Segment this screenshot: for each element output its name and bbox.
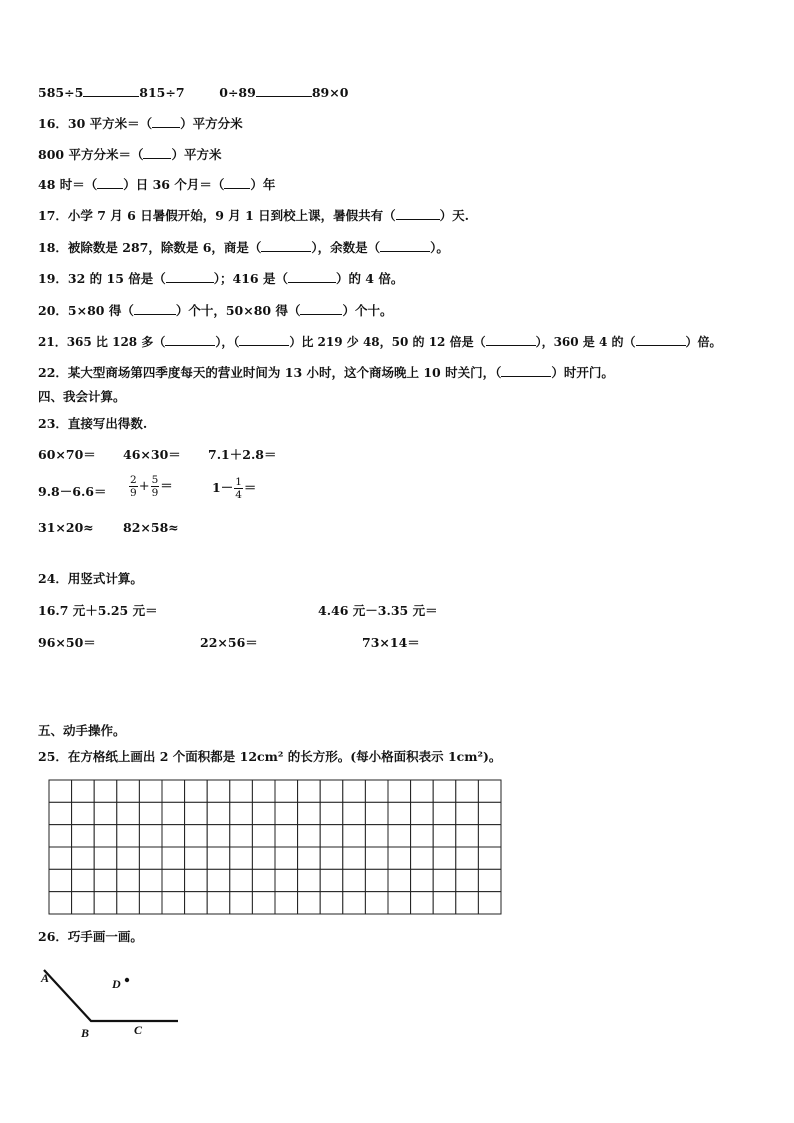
grid-cell[interactable] xyxy=(252,825,275,847)
q23-r2-c1: 9.8－6.6＝ xyxy=(38,484,107,499)
grid-cell[interactable] xyxy=(275,847,298,869)
q19-c: ）的 4 倍。 xyxy=(335,271,404,286)
grid-cell[interactable] xyxy=(139,892,162,914)
grid-cell[interactable] xyxy=(49,825,72,847)
q23-title: 23．直接写出得数. xyxy=(38,416,148,431)
grid-cell[interactable] xyxy=(117,780,140,802)
grid-cell[interactable] xyxy=(320,825,343,847)
q21-d: ），360 是 4 的（ xyxy=(535,335,636,349)
grid-cell[interactable] xyxy=(185,847,208,869)
grid-cell[interactable] xyxy=(230,825,253,847)
grid-cell[interactable] xyxy=(456,802,479,824)
grid-cell[interactable] xyxy=(343,892,366,914)
grid-cell[interactable] xyxy=(49,847,72,869)
fraction-denominator: 4 xyxy=(235,489,242,501)
grid-cell[interactable] xyxy=(230,802,253,824)
q19 xyxy=(38,270,403,287)
grid-cell[interactable] xyxy=(456,825,479,847)
grid-cell[interactable] xyxy=(252,869,275,891)
label-c: C xyxy=(134,1023,143,1037)
fraction-numerator: 5 xyxy=(151,474,159,486)
grid-cell[interactable] xyxy=(139,802,162,824)
q20-blank-1[interactable] xyxy=(134,302,176,315)
grid-cell[interactable] xyxy=(117,802,140,824)
square-grid[interactable] xyxy=(48,779,502,915)
grid-cell[interactable] xyxy=(456,869,479,891)
q18-c: ）。 xyxy=(430,240,449,255)
grid-cell[interactable] xyxy=(207,847,230,869)
grid-cell[interactable] xyxy=(117,869,140,891)
plus-sign: + xyxy=(138,479,150,494)
section-5-title: 五、动手操作。 xyxy=(38,723,126,738)
grid-cell[interactable] xyxy=(162,802,185,824)
grid-cell[interactable] xyxy=(139,825,162,847)
q15-b-right: 89×0 xyxy=(311,85,349,100)
grid-cell[interactable] xyxy=(230,892,253,914)
label-d: D xyxy=(112,977,121,991)
q18 xyxy=(38,239,449,256)
grid-cell[interactable] xyxy=(275,780,298,802)
grid-cell[interactable] xyxy=(49,802,72,824)
grid-cell[interactable] xyxy=(365,780,388,802)
q17-blank[interactable] xyxy=(396,207,440,220)
grid-cell[interactable] xyxy=(230,780,253,802)
grid-cell[interactable] xyxy=(117,825,140,847)
q24-title: 24．用竖式计算。 xyxy=(38,571,143,586)
grid-cell[interactable] xyxy=(275,802,298,824)
grid-cell[interactable] xyxy=(478,780,501,802)
grid-cell[interactable] xyxy=(298,892,321,914)
grid-cell[interactable] xyxy=(343,780,366,802)
q17-post: ）天. xyxy=(439,208,470,223)
q22-a: 22．某大型商场第四季度每天的营业时间为 13 小时，这个商场晚上 10 时关门，（ xyxy=(38,365,502,380)
point-d-dot xyxy=(125,978,129,982)
angle-abc-lines xyxy=(44,970,178,1021)
q18-blank-1[interactable] xyxy=(261,239,311,252)
q16-blank-2[interactable] xyxy=(143,146,171,159)
q23-r1-c1: 60×70＝ xyxy=(38,447,96,462)
grid-cell[interactable] xyxy=(320,802,343,824)
grid-cell[interactable] xyxy=(185,892,208,914)
grid-cell[interactable] xyxy=(456,780,479,802)
q23-r2-c3 xyxy=(212,476,256,501)
grid-cell[interactable] xyxy=(72,802,95,824)
q20-a: 20．5×80 得（ xyxy=(38,303,134,318)
grid-cell[interactable] xyxy=(72,825,95,847)
q22-b: ）时开门。 xyxy=(551,365,614,380)
grid-cell[interactable] xyxy=(343,847,366,869)
q15-b-left: 0÷89 xyxy=(219,85,256,100)
grid-cell[interactable] xyxy=(185,869,208,891)
q15-b-blank[interactable] xyxy=(256,84,312,97)
q24-r1-c1: 16.7 元＋5.25 元＝ xyxy=(38,603,158,618)
grid-cell[interactable] xyxy=(94,802,117,824)
grid-cell[interactable] xyxy=(365,892,388,914)
grid-cell[interactable] xyxy=(478,869,501,891)
grid-cell[interactable] xyxy=(94,847,117,869)
q23-fraction-2 xyxy=(151,474,160,499)
grid-cell[interactable] xyxy=(411,825,434,847)
q16-line3 xyxy=(38,176,275,193)
q16-line2-text: 800 平方分米＝（ xyxy=(38,147,144,162)
q21-blank-3[interactable] xyxy=(486,333,536,346)
q16-blank-3[interactable] xyxy=(97,176,123,189)
grid-cell[interactable] xyxy=(365,847,388,869)
grid-cell[interactable] xyxy=(162,892,185,914)
grid-cell[interactable] xyxy=(411,802,434,824)
grid-cell[interactable] xyxy=(94,892,117,914)
grid-cell[interactable] xyxy=(139,847,162,869)
grid-cell[interactable] xyxy=(298,869,321,891)
q23-r1-c3: 7.1＋2.8＝ xyxy=(208,447,277,462)
q23-r1-c2: 46×30＝ xyxy=(123,447,181,462)
grid-cell[interactable] xyxy=(252,847,275,869)
q23-r2-c2 xyxy=(128,474,173,499)
q16-blank-4[interactable] xyxy=(224,176,250,189)
q16-blank-1[interactable] xyxy=(152,115,180,128)
grid-cell[interactable] xyxy=(207,780,230,802)
q20-blank-2[interactable] xyxy=(300,302,342,315)
grid-cell[interactable] xyxy=(252,780,275,802)
grid-cell[interactable] xyxy=(365,869,388,891)
grid-cell[interactable] xyxy=(388,802,411,824)
grid-cell[interactable] xyxy=(275,869,298,891)
q16-line3-c: ）年 xyxy=(250,177,276,192)
angle-figure[interactable] xyxy=(36,962,186,1042)
grid-cell[interactable] xyxy=(411,892,434,914)
grid-cell[interactable] xyxy=(162,847,185,869)
grid-cell[interactable] xyxy=(72,780,95,802)
q25-title: 25．在方格纸上画出 2 个面积都是 12cm² 的长方形。(每小格面积表示 1cm²)。 xyxy=(38,749,502,764)
fraction-denominator: 9 xyxy=(151,487,159,499)
q17 xyxy=(38,207,469,224)
grid-cell[interactable] xyxy=(433,802,456,824)
grid-cell[interactable] xyxy=(298,802,321,824)
q16-line2-post: ）平方米 xyxy=(171,147,222,162)
q19-blank-1[interactable] xyxy=(166,270,214,283)
q23-r3-c2: 82×58≈ xyxy=(123,520,179,535)
equals-sign: ＝ xyxy=(243,480,257,495)
fraction-numerator: 2 xyxy=(130,474,137,486)
q21-c: ）比 219 少 48，50 的 12 倍是（ xyxy=(289,335,486,349)
grid-cell[interactable] xyxy=(185,780,208,802)
grid-cell[interactable] xyxy=(478,825,501,847)
q15-line xyxy=(38,84,348,101)
grid-cell[interactable] xyxy=(162,780,185,802)
q20 xyxy=(38,302,392,319)
equals-sign: ＝ xyxy=(160,478,173,493)
q21-blank-1[interactable] xyxy=(165,333,215,346)
q20-c: ）个十。 xyxy=(342,303,393,318)
grid-cell[interactable] xyxy=(185,825,208,847)
grid-cell[interactable] xyxy=(365,802,388,824)
q19-blank-2[interactable] xyxy=(288,270,336,283)
q23-r3-c1: 31×20≈ xyxy=(38,520,94,535)
grid-cell[interactable] xyxy=(139,869,162,891)
label-a: A xyxy=(41,971,50,985)
grid-cell[interactable] xyxy=(162,869,185,891)
q21-blank-2[interactable] xyxy=(239,333,289,346)
grid-cell[interactable] xyxy=(49,869,72,891)
q23-r2-c3-pre: 1－ xyxy=(212,480,234,495)
q24-r2-c3: 73×14＝ xyxy=(362,635,420,650)
grid-cell[interactable] xyxy=(207,802,230,824)
fraction-numerator: 1 xyxy=(235,476,242,488)
q18-b: ），余数是（ xyxy=(311,240,381,255)
grid-cell[interactable] xyxy=(207,892,230,914)
grid-cell[interactable] xyxy=(388,847,411,869)
grid-cell[interactable] xyxy=(275,892,298,914)
q16-line3-a: 48 时＝（ xyxy=(38,177,98,192)
section-4-title: 四、我会计算。 xyxy=(38,389,126,404)
grid-cell[interactable] xyxy=(207,869,230,891)
grid-cell[interactable] xyxy=(388,892,411,914)
q20-b: ）个十，50×80 得（ xyxy=(175,303,301,318)
q21-b: ），（ xyxy=(215,335,240,349)
grid-cell[interactable] xyxy=(433,780,456,802)
grid-cell[interactable] xyxy=(411,780,434,802)
q23-fraction-3 xyxy=(234,476,243,501)
grid-cell[interactable] xyxy=(320,780,343,802)
q19-b: ）；416 是（ xyxy=(213,271,288,286)
grid-cell[interactable] xyxy=(456,847,479,869)
q21-blank-4[interactable] xyxy=(636,333,686,346)
q16-line1-text: 16．30 平方米＝（ xyxy=(38,116,153,131)
grid-cell[interactable] xyxy=(298,825,321,847)
grid-cell[interactable] xyxy=(252,892,275,914)
q16-line2 xyxy=(38,146,221,163)
q22 xyxy=(38,364,614,381)
grid-cell[interactable] xyxy=(456,892,479,914)
grid-cell[interactable] xyxy=(433,892,456,914)
grid-cell[interactable] xyxy=(388,869,411,891)
q24-r2-c2: 22×56＝ xyxy=(200,635,258,650)
q16-line3-b: ）日 36 个月＝（ xyxy=(123,177,225,192)
q21-e: ）倍。 xyxy=(685,335,722,349)
grid-cell[interactable] xyxy=(275,825,298,847)
grid-cell[interactable] xyxy=(343,825,366,847)
grid-cell[interactable] xyxy=(230,869,253,891)
grid-cell[interactable] xyxy=(388,780,411,802)
q18-a: 18．被除数是 287，除数是 6，商是（ xyxy=(38,240,262,255)
grid-cell[interactable] xyxy=(433,847,456,869)
q19-a: 19．32 的 15 倍是（ xyxy=(38,271,166,286)
grid-cell[interactable] xyxy=(411,869,434,891)
label-b: B xyxy=(81,1026,90,1040)
q26-title: 26．巧手画一画。 xyxy=(38,929,143,944)
grid-cell[interactable] xyxy=(433,869,456,891)
grid-cell[interactable] xyxy=(298,780,321,802)
grid-cell[interactable] xyxy=(72,892,95,914)
grid-cell[interactable] xyxy=(411,847,434,869)
grid-cell[interactable] xyxy=(433,825,456,847)
grid-cell[interactable] xyxy=(117,847,140,869)
q16-line1-post: ）平方分米 xyxy=(180,116,243,131)
grid-cell[interactable] xyxy=(94,869,117,891)
grid-cell[interactable] xyxy=(185,802,208,824)
grid-cell[interactable] xyxy=(298,847,321,869)
grid-cell[interactable] xyxy=(388,825,411,847)
grid-cell[interactable] xyxy=(117,892,140,914)
q21-a: 21．365 比 128 多（ xyxy=(38,335,166,349)
q23-fraction-1 xyxy=(129,474,138,499)
grid-cell[interactable] xyxy=(94,825,117,847)
grid-cell[interactable] xyxy=(72,869,95,891)
grid-cell[interactable] xyxy=(478,802,501,824)
grid-cell[interactable] xyxy=(94,780,117,802)
q24-r1-c2: 4.46 元－3.35 元＝ xyxy=(318,603,438,618)
grid-cell[interactable] xyxy=(252,802,275,824)
grid-cell[interactable] xyxy=(49,892,72,914)
grid-cell[interactable] xyxy=(207,825,230,847)
grid-cell[interactable] xyxy=(320,869,343,891)
grid-cell[interactable] xyxy=(478,847,501,869)
q21 xyxy=(38,333,722,350)
grid-cell[interactable] xyxy=(320,892,343,914)
q15-a-left: 585÷5 xyxy=(38,85,84,100)
grid-cell[interactable] xyxy=(478,892,501,914)
grid-cell[interactable] xyxy=(343,802,366,824)
q15-a-blank[interactable] xyxy=(83,84,139,97)
q18-blank-2[interactable] xyxy=(380,239,430,252)
grid-cell[interactable] xyxy=(49,780,72,802)
grid-cell[interactable] xyxy=(365,825,388,847)
fraction-denominator: 9 xyxy=(130,487,137,499)
q17-text: 17．小学 7 月 6 日暑假开始，9 月 1 日到校上课，暑假共有（ xyxy=(38,208,396,223)
grid-cell[interactable] xyxy=(139,780,162,802)
q15-a-right: 815÷7 xyxy=(139,85,185,100)
grid-cell[interactable] xyxy=(72,847,95,869)
grid-cell[interactable] xyxy=(162,825,185,847)
grid-cell[interactable] xyxy=(343,869,366,891)
q22-blank[interactable] xyxy=(501,364,551,377)
q24-r2-c1: 96×50＝ xyxy=(38,635,96,650)
q16-line1 xyxy=(38,115,243,132)
grid-cell[interactable] xyxy=(230,847,253,869)
grid-cell[interactable] xyxy=(320,847,343,869)
